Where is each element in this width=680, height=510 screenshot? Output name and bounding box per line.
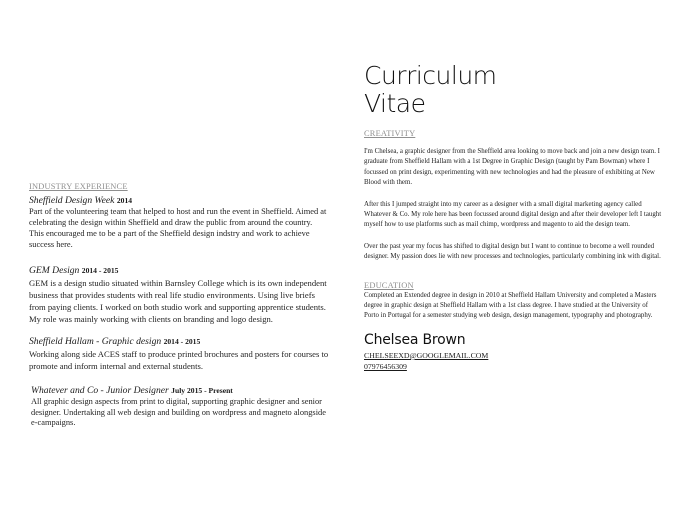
profile-column (364, 62, 664, 372)
creativity-paragraph: After this I jumped straight into my career as a designer with a small digital marketing agency called Whatever & Co. My role here has been focussed around digital design and after their developer left I taught myself how to use platforms such as mail chimp, wordpress and magento to aid the design team. (364, 200, 662, 229)
job-dates: 2014 - 2015 (81, 265, 119, 275)
job-description: GEM is a design studio situated within Barnsley College which is its own independent business that provides students with real life studio environments. Using live briefs from paying clients. I worked on both studio work and supporting apprentice students. My role was mainly working with clients on branding and logo design. (29, 277, 327, 325)
job-description: Working along side ACES staff to produce printed brochures and posters for courses to promote and inform internal and external students. (29, 349, 329, 372)
education-paragraph: Completed an Extended degree in design in 2010 at Sheffield Hallam University and completed a Masters degree in graphic design at Sheffield Hallam with a 1st class degree. I have studied at the University of Porto in Portugal for a semester studying web design, design management, typography and photography. (364, 291, 657, 320)
title-line-2: Vitae (364, 89, 426, 118)
job-dates: 2014 - 2015 (163, 337, 201, 347)
job-description: All graphic design aspects from print to digital, supporting graphic designer and senior designer. Undertaking all web design and building on wordpress and magneto alongside e-campaigns. (31, 397, 326, 428)
email-link[interactable]: CHELSEEXD@GOOGLEMAIL.COM (364, 350, 489, 360)
job-dates: 2014 (116, 196, 133, 205)
industry-experience-heading: INDUSTRY EXPERIENCE (29, 182, 128, 191)
education-heading: EDUCATION (364, 280, 414, 290)
job-title: Sheffield Design Week (29, 195, 115, 206)
creativity-heading: CREATIVITY (364, 129, 416, 138)
job-entry (29, 265, 329, 326)
creativity-paragraph: I'm Chelsea, a graphic designer from the Sheffield area looking to move back and join a new design team. I graduate from Sheffield Hallam with a 1st Degree in Graphic Design (taught by Pam Bowman) where I focussed on print design, experimenting with new technologies and had the pleasure of exhibiting at New Blood with them. (364, 148, 660, 187)
job-entry (29, 336, 329, 372)
page-title (364, 62, 664, 118)
job-entry (29, 385, 329, 429)
experience-column (29, 182, 329, 429)
job-title: Whatever and Co - Junior Designer (31, 385, 169, 397)
job-dates: July 2015 - Present (171, 386, 233, 396)
job-entry (29, 195, 329, 251)
job-title: GEM Design (29, 264, 80, 276)
candidate-name: Chelsea Brown (364, 331, 466, 348)
creativity-paragraph: Over the past year my focus has shifted to digital design but I want to continue to become a well rounded designer. My passion does lie with new processes and technologies, particularly combining ink with digital. (364, 242, 661, 261)
title-line-1: Curriculum (364, 61, 497, 90)
job-title: Sheffield Hallam - Graphic design (29, 336, 162, 348)
job-description: Part of the volunteering team that helped to host and run the event in Sheffield. Aimed at celebrating the design within Sheffield and draw the public from around the country. This encouraged me to be a part of the Sheffield design indstry and work to achieve success here. (29, 207, 327, 249)
phone-link[interactable]: 07976456309 (364, 361, 407, 371)
